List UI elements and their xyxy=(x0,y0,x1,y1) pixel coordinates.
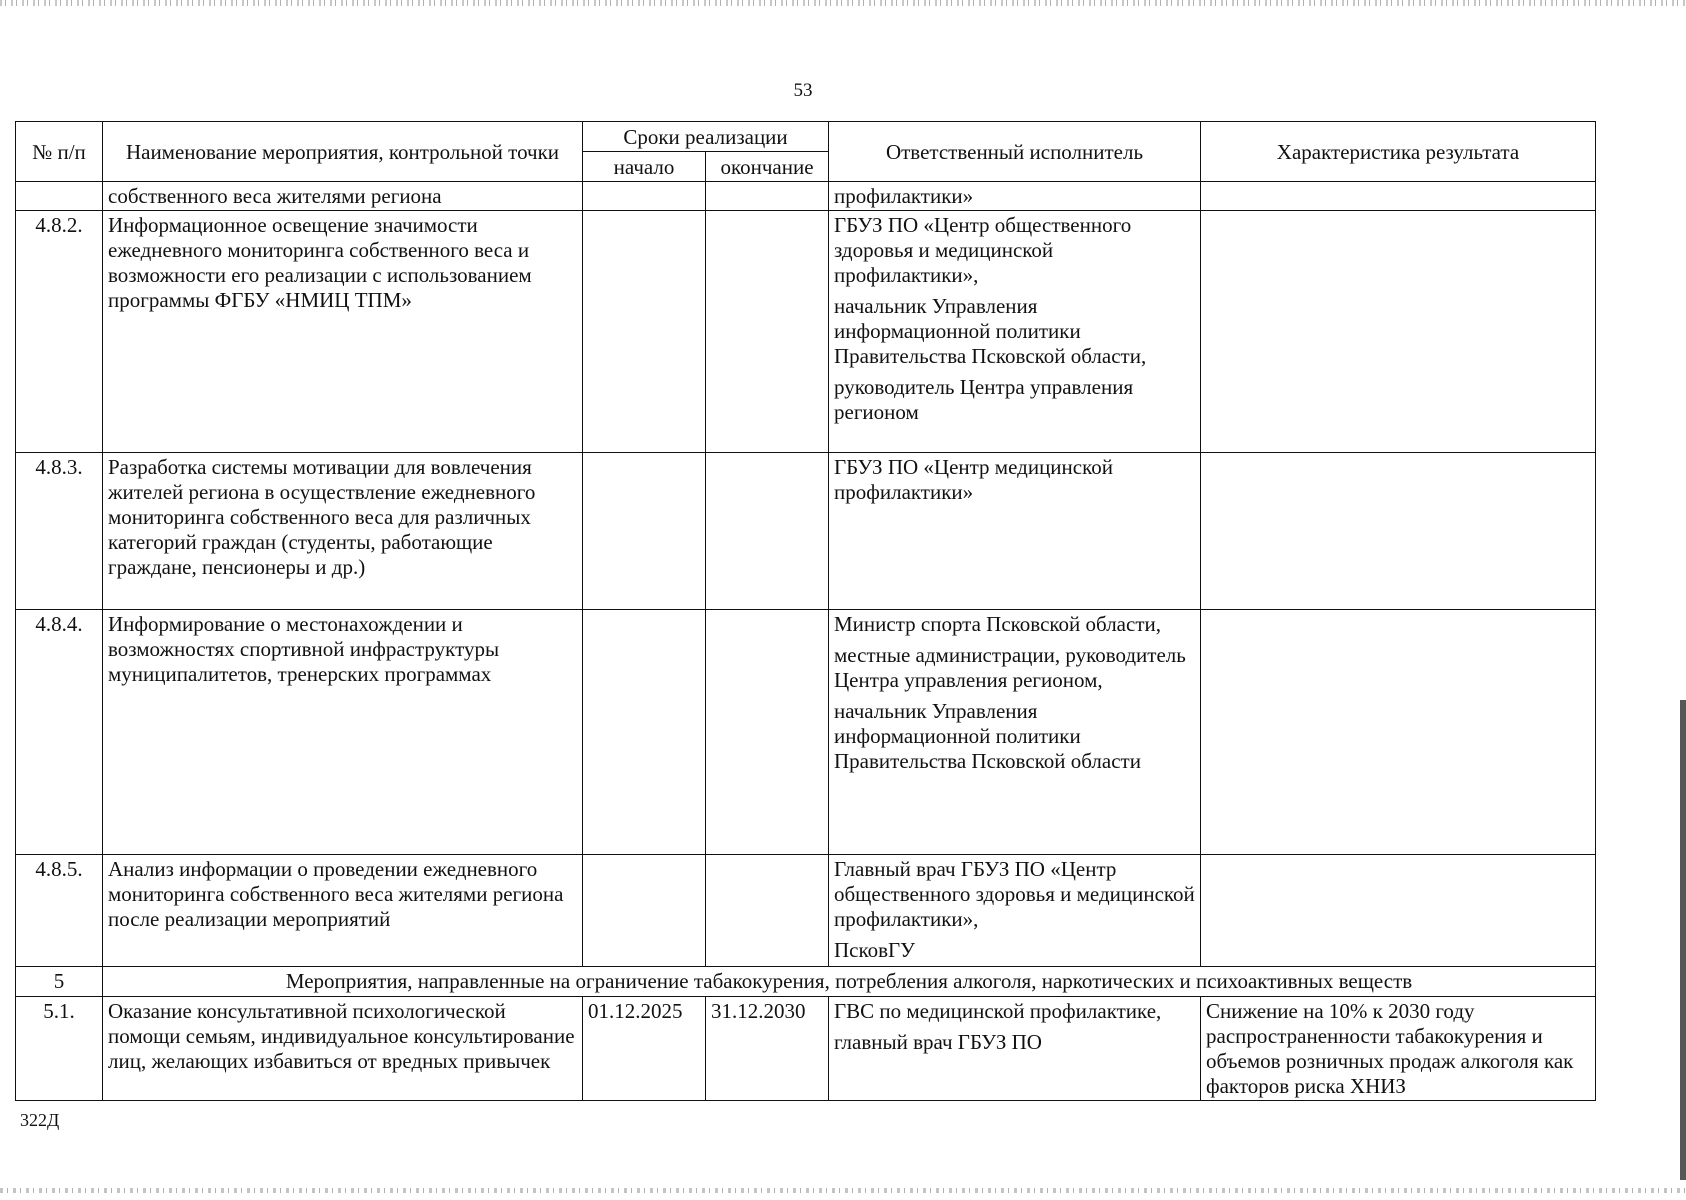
row-end-date xyxy=(706,182,829,211)
page-number: 53 xyxy=(793,80,813,101)
row-result xyxy=(1201,211,1596,453)
table-row xyxy=(16,211,1596,453)
header-num: № п/п xyxy=(16,122,103,182)
row-result: Снижение на 10% к 2030 году распространенности табакокурения и объемов розничных продаж алкоголя как факторов риска ХНИЗ xyxy=(1201,997,1596,1101)
row-responsible xyxy=(829,997,1201,1101)
row-start-date xyxy=(583,453,706,610)
header-result: Характеристика результата xyxy=(1201,122,1596,182)
row-event-name: Разработка системы мотивации для вовлечения жителей региона в осуществление ежедневного мониторинга собственного веса для различных категорий граждан (студенты, работающие граждане, пенсионеры и др.) xyxy=(103,453,583,610)
row-event-name: Информационное освещение значимости ежедневного мониторинга собственного веса и возможности его реализации с использованием программы ФГБУ «НМИЦ ТПМ» xyxy=(103,211,583,453)
row-number: 4.8.2. xyxy=(16,211,103,453)
row-number xyxy=(16,182,103,211)
table-row xyxy=(16,610,1596,855)
row-result xyxy=(1201,453,1596,610)
row-result xyxy=(1201,182,1596,211)
row-end-date xyxy=(706,211,829,453)
row-number: 4.8.3. xyxy=(16,453,103,610)
table-body xyxy=(16,182,1596,1101)
responsible-entry: руководитель Центра управления регионом xyxy=(834,375,1134,424)
header-responsible: Ответственный исполнитель xyxy=(829,122,1201,182)
row-responsible xyxy=(829,211,1201,453)
row-start-date xyxy=(583,211,706,453)
row-number: 4.8.5. xyxy=(16,855,103,967)
scan-edge-right xyxy=(1680,700,1686,1180)
scan-edge-top xyxy=(0,0,1686,6)
row-number: 4.8.4. xyxy=(16,610,103,855)
row-event-name: Информирование о местонахождении и возможностях спортивной инфраструктуры муниципалитетов, тренерских программах xyxy=(103,610,583,855)
section-title: Мероприятия, направленные на ограничение табакокурения, потребления алкоголя, наркотических и психоактивных веществ xyxy=(103,967,1596,997)
responsible-entry: ПсковГУ xyxy=(834,938,916,962)
row-result xyxy=(1201,855,1596,967)
row-start-date xyxy=(583,855,706,967)
row-number: 5.1. xyxy=(16,997,103,1101)
row-event-name: Оказание консультативной психологической помощи семьям, индивидуальное консультирование лиц, желающих избавиться от вредных привычек xyxy=(103,997,583,1101)
responsible-entry: Министр спорта Псковской области, xyxy=(834,612,1161,636)
responsible-entry: начальник Управления информационной политики Правительства Псковской области xyxy=(834,699,1141,773)
responsible-entry: начальник Управления информационной политики Правительства Псковской области, xyxy=(834,294,1147,368)
header-name: Наименование мероприятия, контрольной точки xyxy=(103,122,583,182)
row-start-date: 01.12.2025 xyxy=(583,997,706,1101)
row-event-name: собственного веса жителями региона xyxy=(103,182,583,211)
table-row xyxy=(16,182,1596,211)
responsible-entry: профилактики» xyxy=(834,184,974,208)
responsible-entry: местные администрации, руководитель Центра управления регионом, xyxy=(834,643,1186,692)
table-header xyxy=(16,122,1596,182)
row-end-date xyxy=(706,855,829,967)
action-plan-table xyxy=(15,121,1596,1101)
responsible-entry: ГБУЗ ПО «Центр медицинской профилактики» xyxy=(834,455,1113,504)
table-row xyxy=(16,997,1596,1101)
header-start: начало xyxy=(583,152,706,182)
row-responsible xyxy=(829,610,1201,855)
responsible-entry: ГВС по медицинской профилактике, xyxy=(834,999,1162,1023)
responsible-entry: Главный врач ГБУЗ ПО «Центр общественного здоровья и медицинской профилактики», xyxy=(834,857,1195,931)
row-end-date xyxy=(706,610,829,855)
row-responsible xyxy=(829,182,1201,211)
table-row xyxy=(16,453,1596,610)
section-row xyxy=(16,967,1596,997)
document-code: 322Д xyxy=(20,1110,60,1130)
section-number: 5 xyxy=(16,967,103,997)
row-end-date xyxy=(706,453,829,610)
scan-edge-bottom xyxy=(0,1188,1686,1193)
row-result xyxy=(1201,610,1596,855)
header-terms: Сроки реализации xyxy=(583,122,829,152)
header-end: окончание xyxy=(706,152,829,182)
table-row xyxy=(16,855,1596,967)
responsible-entry: ГБУЗ ПО «Центр общественного здоровья и медицинской профилактики», xyxy=(834,213,1132,287)
responsible-entry: главный врач ГБУЗ ПО xyxy=(834,1030,1042,1054)
row-start-date xyxy=(583,182,706,211)
row-responsible xyxy=(829,855,1201,967)
row-end-date: 31.12.2030 xyxy=(706,997,829,1101)
row-responsible xyxy=(829,453,1201,610)
row-event-name: Анализ информации о проведении ежедневного мониторинга собственного веса жителями региона после реализации мероприятий xyxy=(103,855,583,967)
row-start-date xyxy=(583,610,706,855)
